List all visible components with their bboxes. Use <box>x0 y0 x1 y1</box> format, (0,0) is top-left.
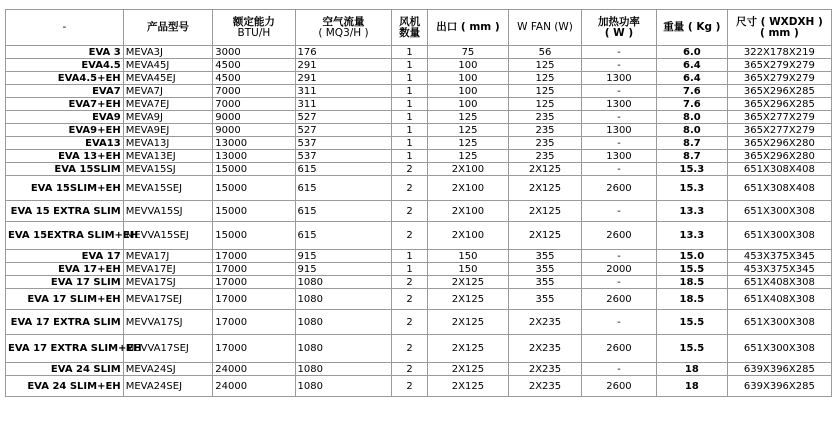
table-row <box>6 376 832 397</box>
cell-weight: 15.5 <box>656 263 727 276</box>
cell-code: MEVVA15SJ <box>123 201 213 222</box>
cell-weight: 8.0 <box>656 111 727 124</box>
cell-fans: 1 <box>392 137 427 150</box>
cell-size: 651X408X308 <box>727 289 831 310</box>
cell-code: MEVA7J <box>123 85 213 98</box>
cell-model: EVA 17+EH <box>6 263 124 276</box>
cell-capacity: 17000 <box>213 263 295 276</box>
cell-capacity: 3000 <box>213 46 295 59</box>
cell-outlet: 125 <box>427 124 508 137</box>
cell-fans: 2 <box>392 276 427 289</box>
table-row <box>6 98 832 111</box>
cell-wfan: 235 <box>509 124 582 137</box>
table-row <box>6 85 832 98</box>
cell-size: 639X396X285 <box>727 376 831 397</box>
cell-weight: 18.5 <box>656 276 727 289</box>
cell-model: EVA 17 EXTRA SLIM <box>6 310 124 335</box>
cell-airflow: 1080 <box>295 289 392 310</box>
cell-size: 365X296X285 <box>727 98 831 111</box>
cell-wfan: 2X235 <box>509 335 582 363</box>
cell-model: EVA 13+EH <box>6 150 124 163</box>
cell-airflow: 537 <box>295 150 392 163</box>
cell-capacity: 4500 <box>213 72 295 85</box>
cell-wfan: 235 <box>509 111 582 124</box>
cell-fans: 2 <box>392 310 427 335</box>
cell-weight: 15.0 <box>656 250 727 263</box>
cell-wfan: 2X235 <box>509 363 582 376</box>
cell-model: EVA 24 SLIM+EH <box>6 376 124 397</box>
cell-heating: - <box>581 310 656 335</box>
cell-weight: 6.4 <box>656 72 727 85</box>
cell-capacity: 7000 <box>213 98 295 111</box>
cell-code: MEVA17J <box>123 250 213 263</box>
table-row <box>6 310 832 335</box>
cell-fans: 1 <box>392 46 427 59</box>
header-capacity-label: 额定能力 <box>232 15 275 28</box>
cell-airflow: 615 <box>295 176 392 201</box>
cell-wfan: 125 <box>509 98 582 111</box>
cell-fans: 2 <box>392 363 427 376</box>
cell-heating: - <box>581 59 656 72</box>
cell-outlet: 2X125 <box>427 363 508 376</box>
cell-fans: 1 <box>392 59 427 72</box>
cell-heating: - <box>581 276 656 289</box>
cell-airflow: 915 <box>295 263 392 276</box>
cell-model: EVA13 <box>6 137 124 150</box>
cell-fans: 2 <box>392 335 427 363</box>
cell-weight: 8.7 <box>656 137 727 150</box>
cell-fans: 2 <box>392 201 427 222</box>
cell-size: 651X308X408 <box>727 176 831 201</box>
cell-weight: 7.6 <box>656 85 727 98</box>
cell-capacity: 4500 <box>213 59 295 72</box>
cell-wfan: 2X235 <box>509 376 582 397</box>
cell-weight: 15.5 <box>656 335 727 363</box>
cell-weight: 18.5 <box>656 289 727 310</box>
cell-code: MEVA45EJ <box>123 72 213 85</box>
cell-model: EVA 15EXTRA SLIM+EH <box>6 222 124 250</box>
header-model: - <box>6 10 124 46</box>
cell-fans: 1 <box>392 124 427 137</box>
cell-fans: 1 <box>392 85 427 98</box>
cell-capacity: 24000 <box>213 376 295 397</box>
cell-model: EVA 17 SLIM <box>6 276 124 289</box>
cell-wfan: 235 <box>509 137 582 150</box>
cell-heating: - <box>581 111 656 124</box>
cell-code: MEVA7EJ <box>123 98 213 111</box>
cell-airflow: 1080 <box>295 335 392 363</box>
cell-capacity: 17000 <box>213 310 295 335</box>
table-row <box>6 176 832 201</box>
cell-fans: 1 <box>392 72 427 85</box>
cell-heating: 2600 <box>581 176 656 201</box>
cell-size: 453X375X345 <box>727 263 831 276</box>
cell-code: MEVA17SEJ <box>123 289 213 310</box>
cell-heating: - <box>581 363 656 376</box>
cell-capacity: 15000 <box>213 222 295 250</box>
cell-size: 639X396X285 <box>727 363 831 376</box>
cell-size: 651X408X308 <box>727 276 831 289</box>
cell-fans: 1 <box>392 150 427 163</box>
table-row <box>6 46 832 59</box>
table-row <box>6 163 832 176</box>
table-row <box>6 150 832 163</box>
table-body <box>6 46 832 397</box>
cell-fans: 2 <box>392 222 427 250</box>
cell-code: MEVVA15SEJ <box>123 222 213 250</box>
cell-wfan: 2X125 <box>509 201 582 222</box>
table-row <box>6 72 832 85</box>
cell-wfan: 2X125 <box>509 163 582 176</box>
header-weight: 重量 ( Kg ) <box>656 10 727 46</box>
cell-wfan: 2X125 <box>509 176 582 201</box>
header-airflow-label: 空气流量 <box>322 15 365 28</box>
cell-outlet: 2X100 <box>427 176 508 201</box>
cell-weight: 8.0 <box>656 124 727 137</box>
cell-capacity: 13000 <box>213 150 295 163</box>
cell-model: EVA 15SLIM+EH <box>6 176 124 201</box>
cell-airflow: 311 <box>295 85 392 98</box>
cell-wfan: 125 <box>509 85 582 98</box>
cell-size: 365X277X279 <box>727 111 831 124</box>
cell-outlet: 100 <box>427 72 508 85</box>
cell-airflow: 1080 <box>295 276 392 289</box>
cell-heating: 1300 <box>581 72 656 85</box>
cell-fans: 1 <box>392 98 427 111</box>
cell-airflow: 615 <box>295 222 392 250</box>
cell-weight: 13.3 <box>656 201 727 222</box>
cell-outlet: 2X125 <box>427 276 508 289</box>
cell-weight: 8.7 <box>656 150 727 163</box>
cell-weight: 15.3 <box>656 176 727 201</box>
cell-model: EVA 15SLIM <box>6 163 124 176</box>
cell-outlet: 2X100 <box>427 163 508 176</box>
cell-model: EVA9+EH <box>6 124 124 137</box>
cell-capacity: 24000 <box>213 363 295 376</box>
cell-code: MEVA24SJ <box>123 363 213 376</box>
cell-airflow: 537 <box>295 137 392 150</box>
header-heating-label: 加热功率 <box>597 15 640 28</box>
cell-size: 651X300X308 <box>727 201 831 222</box>
cell-heating: - <box>581 85 656 98</box>
cell-heating: 2000 <box>581 263 656 276</box>
cell-size: 365X277X279 <box>727 124 831 137</box>
cell-size: 453X375X345 <box>727 250 831 263</box>
header-capacity-unit: BTU/H <box>237 26 271 39</box>
table-row <box>6 250 832 263</box>
table-row <box>6 335 832 363</box>
cell-code: MEVVA17SJ <box>123 310 213 335</box>
cell-outlet: 2X125 <box>427 335 508 363</box>
header-size <box>727 10 831 46</box>
cell-outlet: 125 <box>427 150 508 163</box>
cell-size: 651X300X308 <box>727 310 831 335</box>
cell-wfan: 355 <box>509 289 582 310</box>
cell-code: MEVA9J <box>123 111 213 124</box>
cell-outlet: 125 <box>427 137 508 150</box>
cell-weight: 7.6 <box>656 98 727 111</box>
cell-capacity: 13000 <box>213 137 295 150</box>
cell-outlet: 2X125 <box>427 289 508 310</box>
table-row <box>6 222 832 250</box>
cell-fans: 1 <box>392 250 427 263</box>
cell-capacity: 17000 <box>213 335 295 363</box>
cell-outlet: 2X100 <box>427 201 508 222</box>
cell-weight: 15.5 <box>656 310 727 335</box>
cell-capacity: 17000 <box>213 289 295 310</box>
cell-capacity: 15000 <box>213 201 295 222</box>
cell-capacity: 17000 <box>213 276 295 289</box>
cell-fans: 2 <box>392 176 427 201</box>
cell-model: EVA 17 EXTRA SLIM+EH <box>6 335 124 363</box>
cell-heating: 1300 <box>581 150 656 163</box>
header-airflow-unit: ( MQ3/H ) <box>318 26 369 39</box>
cell-wfan: 2X125 <box>509 222 582 250</box>
cell-wfan: 56 <box>509 46 582 59</box>
cell-airflow: 311 <box>295 98 392 111</box>
header-airflow <box>295 10 392 46</box>
cell-capacity: 15000 <box>213 176 295 201</box>
cell-size: 651X300X308 <box>727 222 831 250</box>
cell-heating: 2600 <box>581 289 656 310</box>
cell-outlet: 100 <box>427 59 508 72</box>
header-heating <box>581 10 656 46</box>
table-row <box>6 137 832 150</box>
table-row <box>6 124 832 137</box>
cell-size: 365X296X280 <box>727 137 831 150</box>
cell-heating: 1300 <box>581 124 656 137</box>
cell-weight: 6.0 <box>656 46 727 59</box>
cell-code: MEVA13EJ <box>123 150 213 163</box>
cell-outlet: 2X100 <box>427 222 508 250</box>
header-row <box>6 10 832 46</box>
cell-weight: 18 <box>656 376 727 397</box>
cell-size: 365X279X279 <box>727 72 831 85</box>
cell-heating: 2600 <box>581 222 656 250</box>
cell-airflow: 1080 <box>295 310 392 335</box>
cell-outlet: 150 <box>427 250 508 263</box>
cell-model: EVA 17 SLIM+EH <box>6 289 124 310</box>
cell-airflow: 915 <box>295 250 392 263</box>
cell-code: MEVA17SJ <box>123 276 213 289</box>
spec-table <box>5 9 832 397</box>
cell-wfan: 2X235 <box>509 310 582 335</box>
cell-outlet: 75 <box>427 46 508 59</box>
cell-airflow: 176 <box>295 46 392 59</box>
cell-model: EVA 24 SLIM <box>6 363 124 376</box>
cell-model: EVA 3 <box>6 46 124 59</box>
cell-airflow: 1080 <box>295 363 392 376</box>
cell-code: MEVA17EJ <box>123 263 213 276</box>
cell-wfan: 355 <box>509 250 582 263</box>
cell-size: 365X279X279 <box>727 59 831 72</box>
table-row <box>6 289 832 310</box>
cell-fans: 2 <box>392 289 427 310</box>
cell-capacity: 15000 <box>213 163 295 176</box>
cell-capacity: 9000 <box>213 111 295 124</box>
table-row <box>6 201 832 222</box>
cell-capacity: 17000 <box>213 250 295 263</box>
cell-airflow: 291 <box>295 59 392 72</box>
cell-outlet: 100 <box>427 85 508 98</box>
cell-heating: - <box>581 201 656 222</box>
cell-code: MEVA13J <box>123 137 213 150</box>
cell-outlet: 150 <box>427 263 508 276</box>
header-fans-label-1: 风机 <box>399 15 421 28</box>
cell-heating: 1300 <box>581 98 656 111</box>
cell-code: MEVA24SEJ <box>123 376 213 397</box>
cell-heating: 2600 <box>581 335 656 363</box>
cell-code: MEVA3J <box>123 46 213 59</box>
cell-airflow: 615 <box>295 163 392 176</box>
cell-size: 365X296X285 <box>727 85 831 98</box>
header-size-label: 尺寸 ( WXDXH ) <box>735 15 823 28</box>
cell-airflow: 1080 <box>295 376 392 397</box>
cell-model: EVA 15 EXTRA SLIM <box>6 201 124 222</box>
cell-heating: 2600 <box>581 376 656 397</box>
table-row <box>6 363 832 376</box>
header-capacity <box>213 10 295 46</box>
cell-wfan: 355 <box>509 263 582 276</box>
cell-airflow: 527 <box>295 111 392 124</box>
header-size-unit: ( mm ) <box>759 26 799 39</box>
table-row <box>6 59 832 72</box>
cell-capacity: 9000 <box>213 124 295 137</box>
cell-size: 651X308X408 <box>727 163 831 176</box>
cell-fans: 1 <box>392 111 427 124</box>
cell-code: MEVA15SEJ <box>123 176 213 201</box>
cell-wfan: 125 <box>509 72 582 85</box>
cell-airflow: 615 <box>295 201 392 222</box>
cell-code: MEVA45J <box>123 59 213 72</box>
header-fans-label-2: 数量 <box>399 26 421 39</box>
header-outlet: 出口 ( mm ) <box>427 10 508 46</box>
cell-outlet: 100 <box>427 98 508 111</box>
cell-model: EVA4.5+EH <box>6 72 124 85</box>
cell-airflow: 527 <box>295 124 392 137</box>
header-wfan: W FAN (W) <box>509 10 582 46</box>
table-row <box>6 276 832 289</box>
header-code: 产品型号 <box>123 10 213 46</box>
cell-model: EVA9 <box>6 111 124 124</box>
cell-weight: 13.3 <box>656 222 727 250</box>
cell-size: 651X300X308 <box>727 335 831 363</box>
cell-model: EVA 17 <box>6 250 124 263</box>
cell-model: EVA4.5 <box>6 59 124 72</box>
table-row <box>6 111 832 124</box>
cell-weight: 6.4 <box>656 59 727 72</box>
cell-size: 322X178X219 <box>727 46 831 59</box>
cell-outlet: 125 <box>427 111 508 124</box>
cell-wfan: 235 <box>509 150 582 163</box>
cell-wfan: 125 <box>509 59 582 72</box>
cell-heating: - <box>581 46 656 59</box>
cell-weight: 18 <box>656 363 727 376</box>
cell-code: MEVVA17SEJ <box>123 335 213 363</box>
cell-model: EVA7 <box>6 85 124 98</box>
cell-capacity: 7000 <box>213 85 295 98</box>
cell-outlet: 2X125 <box>427 310 508 335</box>
cell-fans: 2 <box>392 376 427 397</box>
header-heating-unit: ( W ) <box>604 26 634 39</box>
cell-outlet: 2X125 <box>427 376 508 397</box>
cell-fans: 1 <box>392 263 427 276</box>
cell-wfan: 355 <box>509 276 582 289</box>
cell-fans: 2 <box>392 163 427 176</box>
cell-code: MEVA9EJ <box>123 124 213 137</box>
cell-heating: - <box>581 163 656 176</box>
cell-heating: - <box>581 250 656 263</box>
cell-model: EVA7+EH <box>6 98 124 111</box>
header-fans <box>392 10 427 46</box>
table-row <box>6 263 832 276</box>
cell-weight: 15.3 <box>656 163 727 176</box>
cell-airflow: 291 <box>295 72 392 85</box>
cell-size: 365X296X280 <box>727 150 831 163</box>
cell-code: MEVA15SJ <box>123 163 213 176</box>
cell-heating: - <box>581 137 656 150</box>
